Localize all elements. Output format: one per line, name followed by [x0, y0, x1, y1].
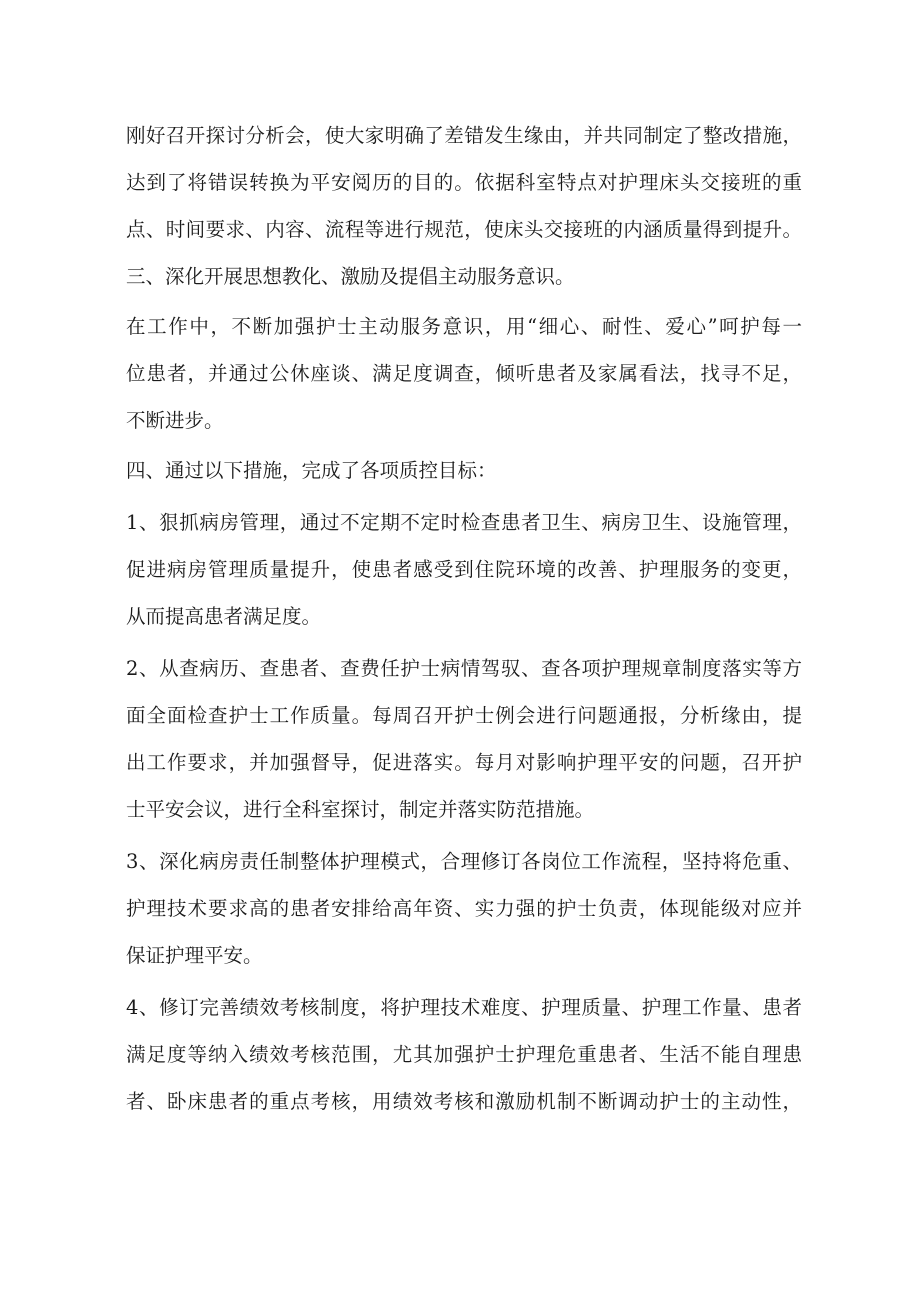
text-line: 不断进步。 — [126, 409, 224, 432]
text-line: 3、深化病房责任制整体护理模式，合理修订各岗位工作流程，坚持将危重、 — [126, 850, 802, 873]
text-line: 刚好召开探讨分析会，使大家明确了差错发生缘由，并共同制定了整改措施， — [126, 124, 802, 147]
section-3-body — [126, 303, 802, 444]
text-line: 从而提高患者满足度。 — [126, 605, 322, 628]
text-line: 位患者，并通过公休座谈、满足度调查，倾听患者及家属看法，找寻不足， — [126, 362, 802, 385]
text-line: 面全面检查护士工作质量。每周召开护士例会进行问题通报，分析缘由，提 — [126, 704, 802, 727]
text-line: 达到了将错误转换为平安阅历的目的。依据科室特点对护理床头交接班的重 — [126, 171, 802, 194]
text-line: 在工作中，不断加强护士主动服务意识，用“细心、耐性、爱心”呵护每一 — [126, 315, 802, 338]
text-line: 保证护理平安。 — [126, 944, 263, 967]
list-item-1 — [126, 499, 802, 640]
text-line: 点、时间要求、内容、流程等进行规范，使床头交接班的内涵质量得到提升。 — [126, 218, 802, 241]
text-line: 2、从查病历、查患者、查费任护士病情驾驭、查各项护理规章制度落实等方 — [126, 657, 802, 680]
text-line: 士平安会议，进行全科室探讨，制定并落实防范措施。 — [126, 798, 595, 821]
text-line: 满足度等纳入绩效考核范围，尤其加强护士护理危重患者、生活不能自理患 — [126, 1043, 802, 1066]
text-line: 护理技术要求高的患者安排给高年资、实力强的护士负责，体现能级对应并 — [126, 897, 802, 920]
list-item-3 — [126, 838, 802, 979]
heading-line: 四、通过以下措施，完成了各项质控目标： — [126, 459, 497, 482]
text-line: 者、卧床患者的重点考核，用绩效考核和激励机制不断调动护士的主动性， — [126, 1090, 802, 1113]
text-line: 促进病房管理质量提升，使患者感受到住院环境的改善、护理服务的变更， — [126, 558, 802, 581]
text-line: 1、狠抓病房管理，通过不定期不定时检查患者卫生、病房卫生、设施管理， — [126, 511, 802, 534]
list-item-2 — [126, 645, 802, 833]
paragraph-continuation — [126, 112, 802, 253]
heading-line: 三、深化开展思想教化、激励及提倡主动服务意识。 — [126, 265, 575, 288]
text-line: 4、修订完善绩效考核制度，将护理技术难度、护理质量、护理工作量、患者 — [126, 996, 802, 1019]
text-line: 出工作要求，并加强督导，促进落实。每月对影响护理平安的问题，召开护 — [126, 751, 802, 774]
document-body — [126, 112, 802, 1125]
section-3-heading — [126, 253, 802, 300]
list-item-4 — [126, 984, 802, 1125]
section-4-heading — [126, 447, 802, 494]
